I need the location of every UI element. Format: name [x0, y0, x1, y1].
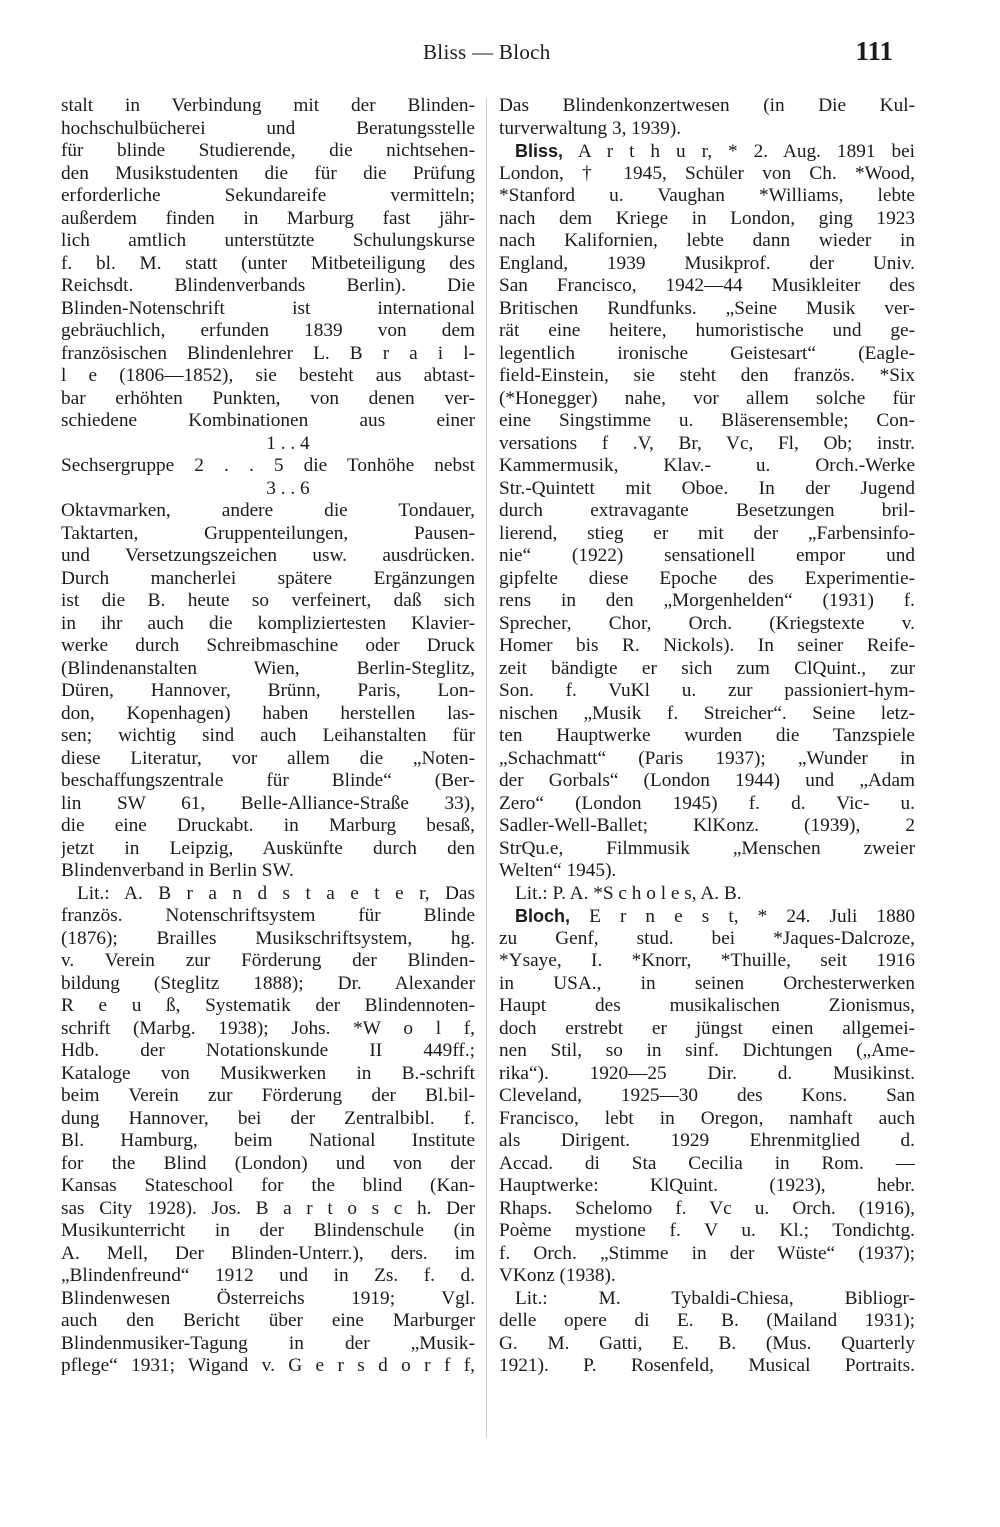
page-header [0, 36, 1000, 76]
text-line: sen; wichtig sind auch Leihanstalten für [61, 725, 475, 746]
text-line: Homer bis R. Nickols). In seiner Reife- [499, 635, 915, 656]
text-line: gebräuchlich, erfunden 1839 von dem [61, 320, 475, 341]
text-line: französischen Blindenlehrer L. B r a i l- [61, 342, 475, 364]
entry-bliss-headline: Bliss, A r t h u r, * 2. Aug. 1891 bei [515, 141, 915, 162]
running-head: Bliss — Bloch [423, 40, 551, 64]
text-line: doch erstrebt er jüngst einen allgemei- [499, 1017, 915, 1039]
literature-line: Lit.: M. Tybaldi-Chiesa, Bibliogr- [515, 1287, 915, 1309]
text-line: (1876); Brailles Musikschriftsystem, hg. [61, 927, 475, 949]
text-line: Son. f. VuKl u. zur passioniert-hym- [499, 680, 915, 701]
text-line: l e (1806—1852), sie besteht aus abtast- [61, 365, 475, 386]
text-line: Taktarten, Gruppenteilungen, Pausen- [61, 522, 475, 544]
text-line: Oktavmarken, andere die Tondauer, [61, 500, 475, 521]
text-line: Reichsdt. Blindenverbands Berlin). Die [61, 275, 475, 296]
text-line: der Gorbals“ (London 1944) und „Adam [499, 770, 915, 791]
text-line: für blinde Studierende, die nichtsehen- [61, 140, 475, 161]
text-line: ten Hauptwerke wurden die Tanzspiele [499, 725, 915, 746]
text-line: französ. Notenschriftsystem für Blinde [61, 905, 475, 926]
text-line: R e u ß, Systematik der Blindennoten- [61, 995, 475, 1016]
braille-row-1: 1 . . 4 [266, 432, 310, 454]
text-line: „Schachmatt“ (Paris 1937); „Wunder in [499, 747, 915, 769]
text-line: nischen „Musik f. Streicher“. Seine letz- [499, 702, 915, 724]
text-line: v. Verein zur Förderung der Blinden- [61, 950, 475, 971]
text-line: *Stanford u. Vaughan *Williams, lebte [499, 185, 915, 206]
text-line: Zero“ (London 1945) f. d. Vic- u. [499, 792, 915, 814]
text-line: auch den Bericht über eine Marburger [61, 1310, 475, 1331]
text-line: Blindenverband in Berlin SW. [61, 860, 294, 881]
text-line: Cleveland, 1925—30 des Kons. San [499, 1085, 915, 1106]
text-line: zeit bändigte er sich zum ClQuint., zur [499, 657, 915, 679]
text-line: bildung (Steglitz 1888); Dr. Alexander [61, 972, 475, 994]
text-line: San Francisco, 1942—44 Musikleiter des [499, 275, 915, 296]
text-line: versations f .V, Br, Vc, Fl, Ob; instr. [499, 432, 915, 454]
text-line: dung Hannover, bei der Zentralbibl. f. [61, 1107, 475, 1129]
text-line: „Blindenfreund“ 1912 und in Zs. f. d. [61, 1265, 475, 1286]
braille-row-3: 3 . . 6 [266, 477, 310, 499]
text-line: als Dirigent. 1929 Ehrenmitglied d. [499, 1130, 915, 1151]
text-line: nie“ (1922) sensationell empor und [499, 545, 915, 566]
text-line: (*Honegger) nahe, vor allem solche für [499, 387, 915, 409]
text-line: durch extravagante Besetzungen bril- [499, 500, 915, 521]
literature-line: Lit.: A. B r a n d s t a e t e r, Das [77, 882, 475, 904]
text-line: sas City 1928). Jos. B a r t o s c h. Der [61, 1197, 475, 1219]
text-line: rens in den „Morgenhelden“ (1931) f. [499, 590, 915, 611]
text-line: hochschulbücherei und Beratungsstelle [61, 117, 475, 139]
text-line: Francisco, lebt in Oregon, namhaft auch [499, 1107, 915, 1129]
text-line: Blindenmusiker-Tagung in der „Musik- [61, 1332, 475, 1354]
text-line: VKonz (1938). [499, 1265, 616, 1286]
text-line: und Versetzungszeichen usw. ausdrücken. [61, 545, 475, 566]
text-line: Str.-Quintett mit Oboe. In der Jugend [499, 477, 915, 499]
text-line: Kansas Stateschool for the blind (Kan- [61, 1175, 475, 1196]
text-line: lin SW 61, Belle-Alliance-Straße 33), [61, 792, 475, 814]
text-line: G. M. Gatti, E. B. (Mus. Quarterly [499, 1332, 915, 1354]
text-line: Kammermusik, Klav.- u. Orch.-Werke [499, 455, 915, 476]
text-line: nach dem Kriege in London, ging 1923 [499, 207, 915, 229]
text-line: Haupt des musikalischen Zionismus, [499, 995, 915, 1016]
text-line: den Musikstudenten die für die Prüfung [61, 162, 475, 184]
text-line: in ihr auch die kompliziertesten Klavier- [61, 612, 475, 634]
text-line: zu Genf, stud. bei *Jaques-Dalcroze, [499, 927, 915, 949]
text-line: delle opere di E. B. (Mailand 1931); [499, 1310, 915, 1331]
literature-line: Lit.: P. A. *S c h o l e s, A. B. [515, 882, 742, 904]
text-line: field-Einstein, sie steht den französ. *Six [499, 365, 915, 386]
text-line: nach Kalifornien, lebte dann wieder in [499, 230, 915, 251]
text-line: Hauptwerke: KlQuint. (1923), hebr. [499, 1175, 915, 1196]
text-line: Blindenwesen Österreichs 1919; Vgl. [61, 1287, 475, 1309]
text-line: beim Verein zur Förderung der Bl.bil- [61, 1085, 475, 1106]
text-line: beschaffungszentrale für Blinde“ (Ber- [61, 770, 475, 791]
text-line: f. bl. M. statt (unter Mitbeteiligung des [61, 252, 475, 274]
text-line: StrQu.e, Filmmusik „Menschen zweier [499, 837, 915, 859]
text-line: rät eine heitere, humoristische und ge- [499, 320, 915, 341]
column-divider [486, 98, 487, 1438]
text-line: jetzt in Leipzig, Auskünfte durch den [61, 837, 475, 859]
text-line: Welten“ 1945). [499, 860, 617, 881]
text-line: (Blindenanstalten Wien, Berlin-Steglitz, [61, 657, 475, 679]
text-line: werke durch Schreibmaschine oder Druck [61, 635, 475, 656]
text-line: ist die B. heute so verfeinert, daß sich [61, 590, 475, 611]
text-line: stalt in Verbindung mit der Blinden- [61, 95, 475, 116]
text-line: eine Singstimme u. Bläserensemble; Con- [499, 410, 915, 431]
text-line: bar erhöhten Punkten, von denen ver- [61, 387, 475, 409]
text-line: schiedene Kombinationen aus einer [61, 410, 475, 431]
text-line: Düren, Hannover, Brünn, Paris, Lon- [61, 680, 475, 701]
text-line: legentlich ironische Geistesart“ (Eagle- [499, 342, 915, 364]
entry-bloch-headline: Bloch, E r n e s t, * 24. Juli 1880 [515, 906, 915, 927]
text-line: außerdem finden in Marburg fast jähr- [61, 207, 475, 229]
text-line: schrift (Marbg. 1938); Johs. *W o l f, [61, 1017, 475, 1039]
text-line: Rhaps. Schelomo f. Vc u. Orch. (1916), [499, 1197, 915, 1219]
text-line: for the Blind (London) und von der [61, 1152, 475, 1174]
text-line: *Ysaye, I. *Knorr, *Thuille, seit 1916 [499, 950, 915, 971]
text-line: Hdb. der Notationskunde II 449ff.; [61, 1040, 475, 1061]
page-number: 111 [855, 36, 893, 66]
text-line: Poème mystione f. V u. Kl.; Tondichtg. [499, 1220, 915, 1241]
text-line: diese Literatur, vor allem die „Noten- [61, 747, 475, 769]
text-line: Musikunterricht in der Blindenschule (in [61, 1220, 475, 1241]
text-line: Durch mancherlei spätere Ergänzungen [61, 567, 475, 589]
text-line: A. Mell, Der Blinden-Unterr.), ders. im [61, 1242, 475, 1264]
text-line: England, 1939 Musikprof. der Univ. [499, 252, 915, 274]
text-line: don, Kopenhagen) haben herstellen las- [61, 702, 475, 724]
text-line: Britischen Rundfunks. „Seine Musik ver- [499, 297, 915, 319]
right-column [499, 95, 915, 1378]
text-line: pflege“ 1931; Wigand v. G e r s d o r f f, [61, 1355, 475, 1376]
text-line: Sprecher, Chor, Orch. (Kriegstexte v. [499, 612, 915, 634]
text-line: lich amtlich unterstützte Schulungskurse [61, 230, 475, 251]
text-line: f. Orch. „Stimme in der Wüste“ (1937); [499, 1242, 915, 1264]
text-line: London, † 1945, Schüler von Ch. *Wood, [499, 162, 915, 184]
text-line: turverwaltung 3, 1939). [499, 117, 682, 139]
text-line: Bl. Hamburg, beim National Institute [61, 1130, 475, 1151]
text-line: rika“). 1920—25 Dir. d. Musikinst. [499, 1062, 915, 1084]
text-line: Accad. di Sta Cecilia in Rom. — [499, 1152, 915, 1174]
text-line: 1921). P. Rosenfeld, Musical Portraits. [499, 1355, 915, 1376]
text-line: nen Stil, so in sinf. Dichtungen („Ame- [499, 1040, 915, 1061]
text-line: Das Blindenkonzertwesen (in Die Kul- [499, 95, 915, 116]
left-column [61, 95, 475, 1378]
text-line: lierend, stieg er mit der „Farbensinfo- [499, 522, 915, 544]
text-line: gipfelte diese Epoche des Experimentie- [499, 567, 915, 589]
text-line: Blinden-Notenschrift ist international [61, 297, 475, 319]
text-line: Sechsergruppe 2 . . 5 die Tonhöhe nebst [61, 455, 475, 476]
text-line: Kataloge von Musikwerken in B.-schrift [61, 1062, 475, 1084]
text-line: die eine Druckabt. in Marburg besaß, [61, 815, 475, 836]
text-line: Sadler-Well-Ballet; KlKonz. (1939), 2 [499, 815, 915, 836]
text-line: in USA., in seinen Orchesterwerken [499, 972, 915, 994]
text-line: erforderliche Sekundareife vermitteln; [61, 185, 475, 206]
